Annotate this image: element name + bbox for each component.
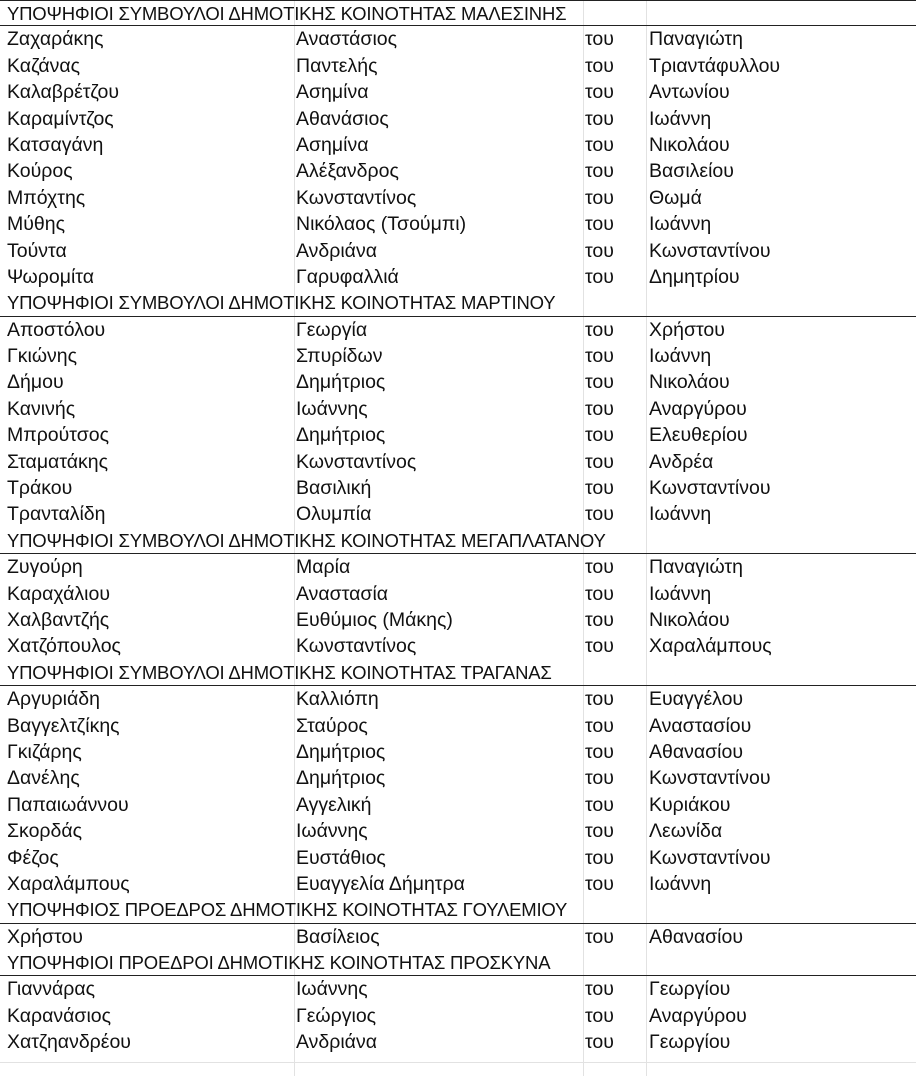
first-name-cell[interactable]: Ευθύμιος (Μάκης) bbox=[296, 608, 453, 631]
first-name-cell[interactable]: Νικόλαος (Τσούμπι) bbox=[296, 213, 467, 236]
table-row[interactable] bbox=[0, 317, 916, 343]
father-name-cell[interactable]: Νικολάου bbox=[649, 608, 730, 631]
father-name-cell[interactable]: Ελευθερίου bbox=[649, 424, 748, 447]
table-row[interactable] bbox=[0, 475, 916, 501]
of-cell[interactable]: του bbox=[585, 767, 614, 790]
of-cell[interactable]: του bbox=[585, 846, 614, 869]
table-row[interactable] bbox=[0, 396, 916, 422]
section-header[interactable] bbox=[0, 0, 916, 26]
father-name-cell[interactable]: Αναστασίου bbox=[649, 714, 752, 737]
table-row[interactable] bbox=[0, 845, 916, 871]
table-row[interactable] bbox=[0, 765, 916, 791]
father-name-cell[interactable]: Κωνσταντίνου bbox=[649, 846, 771, 869]
table-row[interactable] bbox=[0, 713, 916, 739]
table-row[interactable] bbox=[0, 132, 916, 158]
first-name-cell[interactable]: Γαρυφαλλιά bbox=[296, 265, 399, 288]
father-name-cell[interactable]: Θωμά bbox=[649, 186, 702, 209]
father-name-cell[interactable]: Αντωνίου bbox=[649, 81, 730, 104]
father-name-cell[interactable]: Κωνσταντίνου bbox=[649, 477, 771, 500]
table-row[interactable] bbox=[0, 238, 916, 264]
section-title: ΥΠΟΨΗΦΙΟΙ ΣΥΜΒΟΥΛΟΙ ΔΗΜΟΤΙΚΗΣ ΚΟΙΝΟΤΗΤΑΣ ΜΑΡΤΙΝΟΥ bbox=[7, 292, 556, 314]
section-title: ΥΠΟΨΗΦΙΟΙ ΠΡΟΕΔΡΟΙ ΔΗΜΟΤΙΚΗΣ ΚΟΙΝΟΤΗΤΑΣ ΠΡΟΣΚΥΝΑ bbox=[7, 952, 551, 974]
father-name-cell[interactable]: Παναγιώτη bbox=[649, 28, 743, 51]
of-cell[interactable]: του bbox=[585, 424, 614, 447]
of-cell[interactable]: του bbox=[585, 265, 614, 288]
surname-cell[interactable]: Κανινής bbox=[7, 397, 76, 420]
of-cell[interactable]: του bbox=[585, 450, 614, 473]
table-row[interactable] bbox=[0, 686, 916, 712]
surname-cell[interactable]: Μπόχτης bbox=[7, 186, 86, 209]
surname-cell[interactable]: Τράκου bbox=[7, 477, 73, 500]
table-row[interactable] bbox=[0, 106, 916, 132]
first-name-cell[interactable]: Καλλιόπη bbox=[296, 688, 379, 711]
first-name-cell[interactable]: Σπυρίδων bbox=[296, 345, 383, 368]
first-name-cell[interactable]: Ανδριάνα bbox=[296, 1031, 377, 1054]
first-name-cell[interactable]: Κωνσταντίνος bbox=[296, 450, 417, 473]
of-cell[interactable]: του bbox=[585, 345, 614, 368]
father-name-cell[interactable]: Κωνσταντίνου bbox=[649, 239, 771, 262]
of-cell[interactable]: του bbox=[585, 397, 614, 420]
surname-cell[interactable]: Χρήστου bbox=[7, 925, 83, 948]
surname-cell[interactable]: Καρανάσιος bbox=[7, 1004, 112, 1027]
table-row[interactable] bbox=[0, 792, 916, 818]
surname-cell[interactable]: Αργυριάδη bbox=[7, 688, 100, 711]
first-name-cell[interactable]: Δημήτριος bbox=[296, 424, 386, 447]
first-name-cell[interactable]: Κωνσταντίνος bbox=[296, 635, 417, 658]
surname-cell[interactable]: Καραμίντζος bbox=[7, 107, 114, 130]
surname-cell[interactable]: Ζαχαράκης bbox=[7, 28, 104, 51]
table-row[interactable] bbox=[0, 185, 916, 211]
of-cell[interactable]: του bbox=[585, 872, 614, 895]
of-cell[interactable]: του bbox=[585, 820, 614, 843]
of-cell[interactable]: του bbox=[585, 81, 614, 104]
father-name-cell[interactable]: Ιωάννη bbox=[649, 503, 712, 526]
first-name-cell[interactable]: Βασιλική bbox=[296, 477, 372, 500]
first-name-cell[interactable]: Ιωάννης bbox=[296, 820, 368, 843]
table-row[interactable] bbox=[0, 79, 916, 105]
father-name-cell[interactable]: Ιωάννη bbox=[649, 872, 712, 895]
of-cell[interactable]: του bbox=[585, 318, 614, 341]
of-cell[interactable]: του bbox=[585, 608, 614, 631]
of-cell[interactable]: του bbox=[585, 978, 614, 1001]
of-cell[interactable]: του bbox=[585, 477, 614, 500]
section-header[interactable] bbox=[0, 528, 916, 554]
of-cell[interactable]: του bbox=[585, 160, 614, 183]
surname-cell[interactable]: Τούντα bbox=[7, 239, 67, 262]
surname-cell[interactable]: Σκορδάς bbox=[7, 820, 83, 843]
section-title: ΥΠΟΨΗΦΙΟΙ ΣΥΜΒΟΥΛΟΙ ΔΗΜΟΤΙΚΗΣ ΚΟΙΝΟΤΗΤΑΣ ΤΡΑΓΑΝΑΣ bbox=[7, 661, 552, 683]
first-name-cell[interactable]: Αθανάσιος bbox=[296, 107, 389, 130]
of-cell[interactable]: του bbox=[585, 54, 614, 77]
father-name-cell[interactable]: Ευαγγέλου bbox=[649, 688, 744, 711]
of-cell[interactable]: του bbox=[585, 688, 614, 711]
surname-cell[interactable]: Φέζος bbox=[7, 846, 59, 869]
first-name-cell[interactable]: Μαρία bbox=[296, 556, 351, 579]
surname-cell[interactable]: Αποστόλου bbox=[7, 318, 106, 341]
surname-cell[interactable]: Γκιζάρης bbox=[7, 740, 82, 763]
surname-cell[interactable]: Καζάνας bbox=[7, 54, 81, 77]
father-name-cell[interactable]: Αθανασίου bbox=[649, 740, 744, 763]
of-cell[interactable]: του bbox=[585, 582, 614, 605]
first-name-cell[interactable]: Αγγελική bbox=[296, 793, 372, 816]
father-name-cell[interactable]: Χρήστου bbox=[649, 318, 725, 341]
table-row[interactable] bbox=[0, 264, 916, 290]
table-row[interactable] bbox=[0, 158, 916, 184]
of-cell[interactable]: του bbox=[585, 503, 614, 526]
of-cell[interactable]: του bbox=[585, 133, 614, 156]
first-name-cell[interactable]: Ευαγγελία Δήμητρα bbox=[296, 872, 465, 895]
table-row[interactable] bbox=[0, 976, 916, 1002]
section-header[interactable] bbox=[0, 290, 916, 316]
of-cell[interactable]: του bbox=[585, 186, 614, 209]
father-name-cell[interactable]: Ανδρέα bbox=[649, 450, 714, 473]
table-row[interactable] bbox=[0, 1029, 916, 1055]
surname-cell[interactable]: Δανέλης bbox=[7, 767, 80, 790]
table-row[interactable] bbox=[0, 581, 916, 607]
table-row[interactable] bbox=[0, 1003, 916, 1029]
father-name-cell[interactable]: Ιωάννη bbox=[649, 582, 712, 605]
surname-cell[interactable]: Τρανταλίδη bbox=[7, 503, 106, 526]
of-cell[interactable]: του bbox=[585, 556, 614, 579]
of-cell[interactable]: του bbox=[585, 925, 614, 948]
table-row[interactable] bbox=[0, 211, 916, 237]
father-name-cell[interactable]: Ιωάννη bbox=[649, 107, 712, 130]
first-name-cell[interactable]: Αναστάσιος bbox=[296, 28, 398, 51]
table-row[interactable] bbox=[0, 449, 916, 475]
father-name-cell[interactable]: Ιωάννη bbox=[649, 345, 712, 368]
surname-cell[interactable]: Χαραλάμπους bbox=[7, 872, 130, 895]
surname-cell[interactable]: Ζυγούρη bbox=[7, 556, 83, 579]
father-name-cell[interactable]: Παναγιώτη bbox=[649, 556, 743, 579]
table-row[interactable] bbox=[0, 343, 916, 369]
table-row[interactable] bbox=[0, 633, 916, 659]
first-name-cell[interactable]: Γεωργία bbox=[296, 318, 368, 341]
surname-cell[interactable]: Κούρος bbox=[7, 160, 73, 183]
first-name-cell[interactable]: Γεώργιος bbox=[296, 1004, 377, 1027]
surname-cell[interactable]: Μπρούτσος bbox=[7, 424, 110, 447]
first-name-cell[interactable]: Αλέξανδρος bbox=[296, 160, 399, 183]
father-name-cell[interactable]: Γεωργίου bbox=[649, 1031, 731, 1054]
table-row[interactable] bbox=[0, 26, 916, 52]
father-name-cell[interactable]: Ιωάννη bbox=[649, 213, 712, 236]
section-title: ΥΠΟΨΗΦΙΟΣ ΠΡΟΕΔΡΟΣ ΔΗΜΟΤΙΚΗΣ ΚΟΙΝΟΤΗΤΑΣ ΓΟΥΛΕΜΙΟΥ bbox=[7, 899, 568, 921]
first-name-cell[interactable]: Ασημίνα bbox=[296, 81, 369, 104]
first-name-cell[interactable]: Δημήτριος bbox=[296, 371, 386, 394]
father-name-cell[interactable]: Αναργύρου bbox=[649, 1004, 747, 1027]
table-row[interactable] bbox=[0, 422, 916, 448]
table-row[interactable] bbox=[0, 554, 916, 580]
of-cell[interactable]: του bbox=[585, 635, 614, 658]
father-name-cell[interactable]: Τριαντάφυλλου bbox=[649, 54, 781, 77]
of-cell[interactable]: του bbox=[585, 1004, 614, 1027]
first-name-cell[interactable]: Αναστασία bbox=[296, 582, 389, 605]
surname-cell[interactable]: Καλαβρέτζου bbox=[7, 81, 120, 104]
of-cell[interactable]: του bbox=[585, 371, 614, 394]
father-name-cell[interactable]: Αθανασίου bbox=[649, 925, 744, 948]
surname-cell[interactable]: Κατσαγάνη bbox=[7, 133, 104, 156]
first-name-cell[interactable]: Ασημίνα bbox=[296, 133, 369, 156]
of-cell[interactable]: του bbox=[585, 213, 614, 236]
father-name-cell[interactable]: Γεωργίου bbox=[649, 978, 731, 1001]
first-name-cell[interactable]: Ολυμπία bbox=[296, 503, 372, 526]
surname-cell[interactable]: Σταματάκης bbox=[7, 450, 109, 473]
surname-cell[interactable]: Παπαιωάννου bbox=[7, 793, 129, 816]
of-cell[interactable]: του bbox=[585, 740, 614, 763]
first-name-cell[interactable]: Ανδριάνα bbox=[296, 239, 377, 262]
section-header[interactable] bbox=[0, 950, 916, 976]
of-cell[interactable]: του bbox=[585, 793, 614, 816]
father-name-cell[interactable]: Νικολάου bbox=[649, 133, 730, 156]
first-name-cell[interactable]: Ευστάθιος bbox=[296, 846, 386, 869]
table-row[interactable] bbox=[0, 871, 916, 897]
section-header[interactable] bbox=[0, 660, 916, 686]
surname-cell[interactable]: Χαλβαντζής bbox=[7, 608, 110, 631]
surname-cell[interactable]: Μύθης bbox=[7, 213, 65, 236]
father-name-cell[interactable]: Δημητρίου bbox=[649, 265, 740, 288]
surname-cell[interactable]: Ψωρομίτα bbox=[7, 265, 94, 288]
father-name-cell[interactable]: Χαραλάμπους bbox=[649, 635, 772, 658]
surname-cell[interactable]: Γιαννάρας bbox=[7, 978, 96, 1001]
table-row[interactable] bbox=[0, 501, 916, 527]
first-name-cell[interactable]: Δημήτριος bbox=[296, 767, 386, 790]
empty-row bbox=[0, 1062, 916, 1077]
father-name-cell[interactable]: Κυριάκου bbox=[649, 793, 731, 816]
first-name-cell[interactable]: Βασίλειος bbox=[296, 925, 380, 948]
of-cell[interactable]: του bbox=[585, 1031, 614, 1054]
table-row[interactable] bbox=[0, 369, 916, 395]
surname-cell[interactable]: Βαγγελτζίκης bbox=[7, 714, 120, 737]
table-row[interactable] bbox=[0, 53, 916, 79]
table-row[interactable] bbox=[0, 924, 916, 950]
surname-cell[interactable]: Δήμου bbox=[7, 371, 64, 394]
surname-cell[interactable]: Χατζηανδρέου bbox=[7, 1031, 131, 1054]
section-title: ΥΠΟΨΗΦΙΟΙ ΣΥΜΒΟΥΛΟΙ ΔΗΜΟΤΙΚΗΣ ΚΟΙΝΟΤΗΤΑΣ ΜΑΛΕΣΙΝΗΣ bbox=[7, 3, 567, 24]
table-row[interactable] bbox=[0, 607, 916, 633]
of-cell[interactable]: του bbox=[585, 28, 614, 51]
section-title: ΥΠΟΨΗΦΙΟΙ ΣΥΜΒΟΥΛΟΙ ΔΗΜΟΤΙΚΗΣ ΚΟΙΝΟΤΗΤΑΣ ΜΕΓΑΠΛΑΤΑΝΟΥ bbox=[7, 529, 606, 551]
of-cell[interactable]: του bbox=[585, 239, 614, 262]
first-name-cell[interactable]: Σταύρος bbox=[296, 714, 368, 737]
table-row[interactable] bbox=[0, 818, 916, 844]
first-name-cell[interactable]: Κωνσταντίνος bbox=[296, 186, 417, 209]
first-name-cell[interactable]: Ιωάννης bbox=[296, 978, 368, 1001]
surname-cell[interactable]: Χατζόπουλος bbox=[7, 635, 121, 658]
first-name-cell[interactable]: Δημήτριος bbox=[296, 740, 386, 763]
father-name-cell[interactable]: Λεωνίδα bbox=[649, 820, 723, 843]
first-name-cell[interactable]: Παντελής bbox=[296, 54, 378, 77]
surname-cell[interactable]: Γκιώνης bbox=[7, 345, 78, 368]
of-cell[interactable]: του bbox=[585, 714, 614, 737]
father-name-cell[interactable]: Νικολάου bbox=[649, 371, 730, 394]
of-cell[interactable]: του bbox=[585, 107, 614, 130]
table-row[interactable] bbox=[0, 739, 916, 765]
father-name-cell[interactable]: Αναργύρου bbox=[649, 397, 747, 420]
first-name-cell[interactable]: Ιωάννης bbox=[296, 397, 368, 420]
father-name-cell[interactable]: Κωνσταντίνου bbox=[649, 767, 771, 790]
father-name-cell[interactable]: Βασιλείου bbox=[649, 160, 734, 183]
surname-cell[interactable]: Καραχάλιου bbox=[7, 582, 110, 605]
section-header[interactable] bbox=[0, 897, 916, 923]
